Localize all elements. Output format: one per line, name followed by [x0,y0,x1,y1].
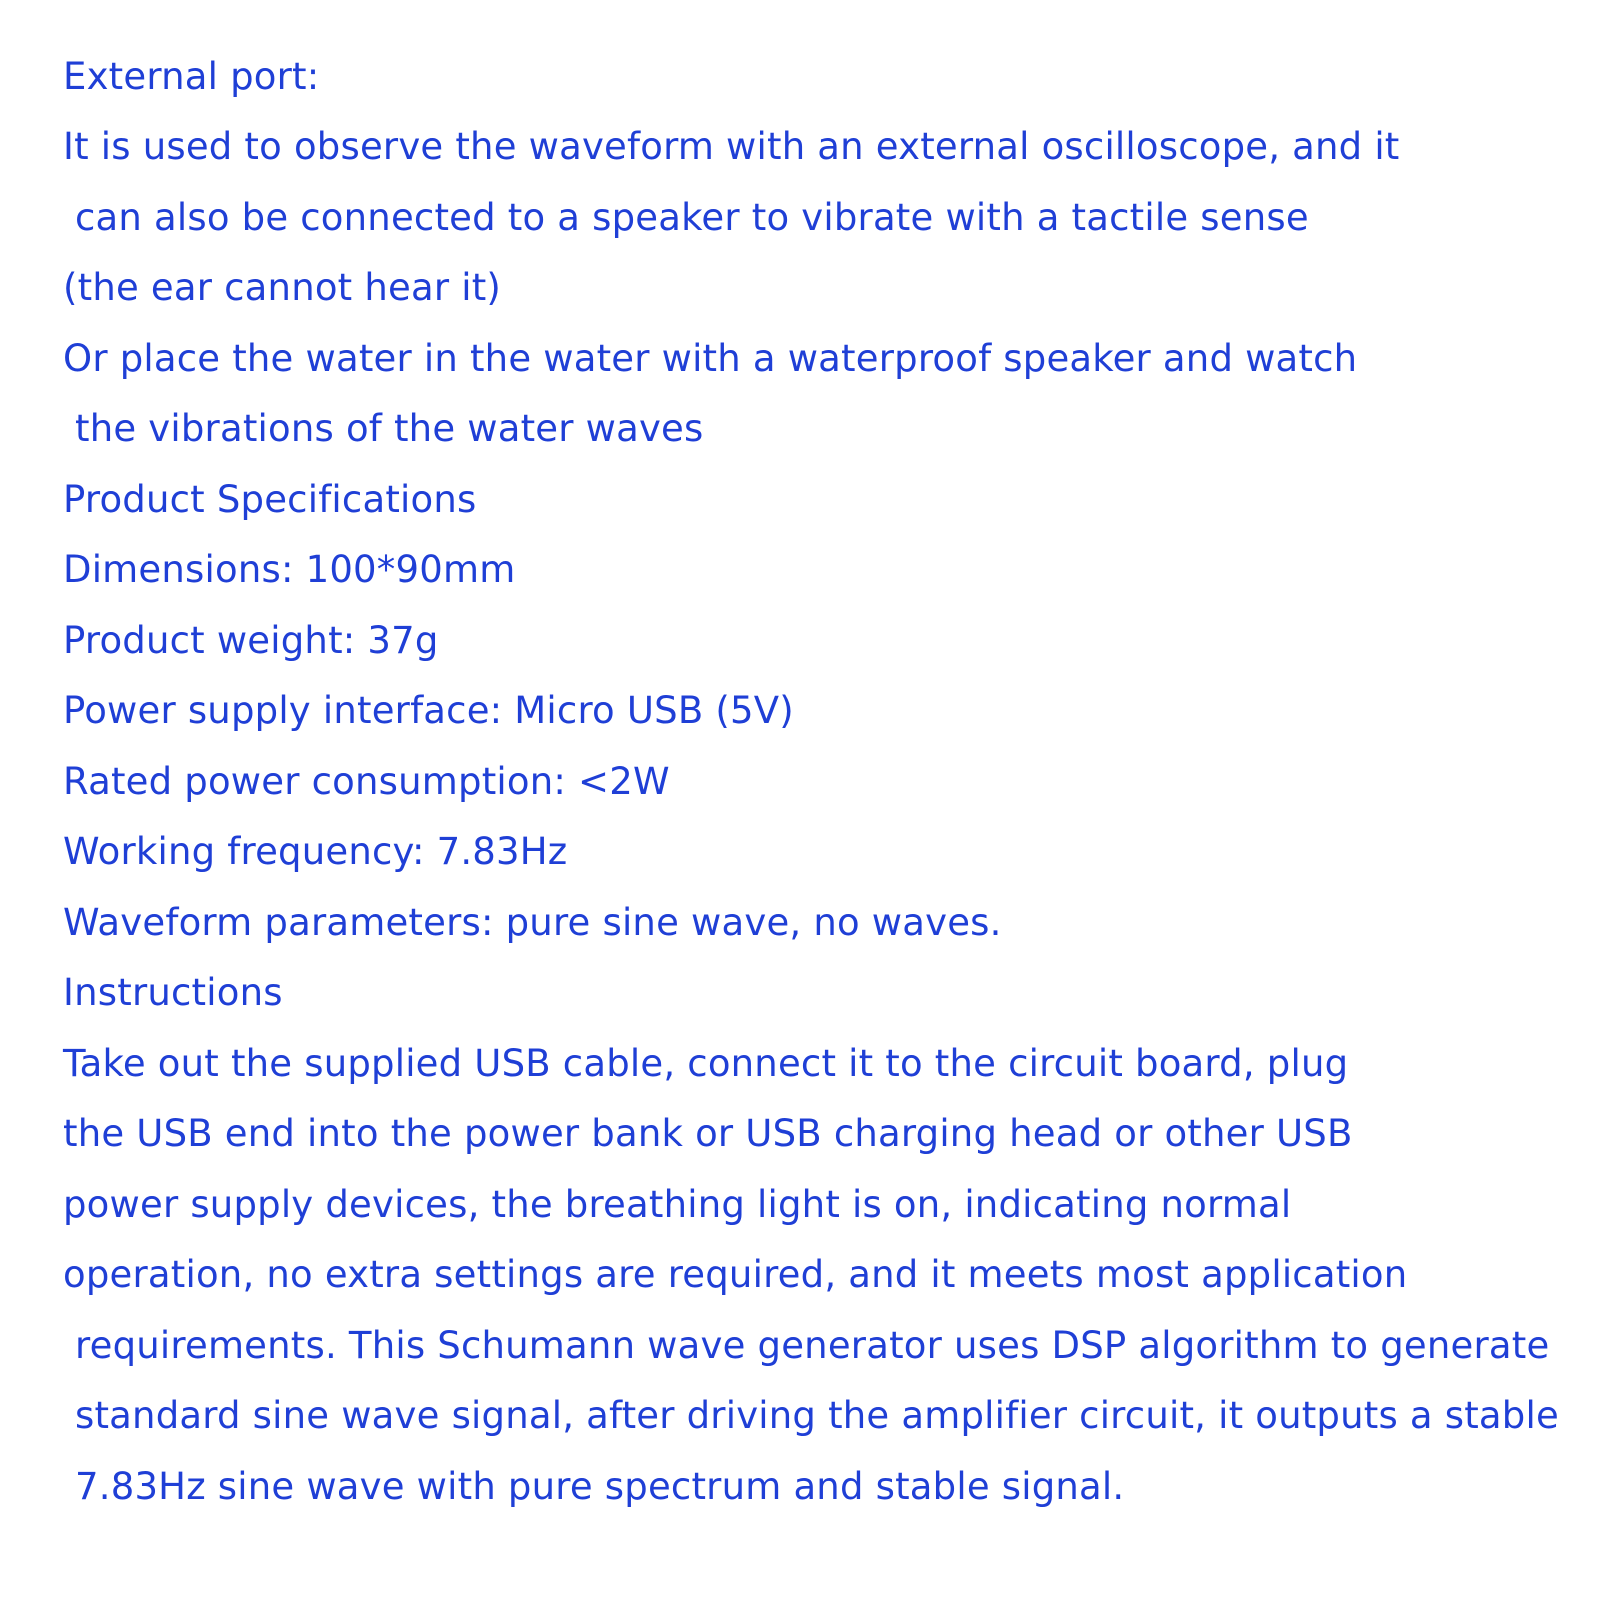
spec-power-interface: Power supply interface: Micro USB (5V) [63,689,794,732]
spec-waveform-parameters: Waveform parameters: pure sine wave, no waves. [63,901,1002,944]
spec-power-consumption: Rated power consumption: <2W [63,760,670,803]
text-line: Take out the supplied USB cable, connect it to the circuit board, plug [63,1042,1349,1085]
spec-working-frequency: Working frequency: 7.83Hz [63,830,568,873]
heading-instructions: Instructions [63,971,283,1014]
text-line: standard sine wave signal, after driving the amplifier circuit, it outputs a stable [75,1394,1559,1437]
text-line: can also be connected to a speaker to vibrate with a tactile sense [75,196,1309,239]
text-line: operation, no extra settings are required, and it meets most application [63,1253,1408,1296]
text-line: power supply devices, the breathing light is on, indicating normal [63,1183,1292,1226]
spec-weight: Product weight: 37g [63,619,439,662]
text-line: Or place the water in the water with a waterproof speaker and watch [63,337,1358,380]
spec-dimensions: Dimensions: 100*90mm [63,548,516,591]
text-line: the vibrations of the water waves [75,407,704,450]
heading-external-port: External port: [63,55,320,98]
text-line: 7.83Hz sine wave with pure spectrum and stable signal. [75,1465,1125,1508]
text-line: requirements. This Schumann wave generator uses DSP algorithm to generate [75,1324,1550,1367]
heading-product-specifications: Product Specifications [63,478,477,521]
text-line: (the ear cannot hear it) [63,266,502,309]
text-line: It is used to observe the waveform with an external oscilloscope, and it [63,125,1400,168]
text-line: the USB end into the power bank or USB charging head or other USB [63,1112,1353,1155]
